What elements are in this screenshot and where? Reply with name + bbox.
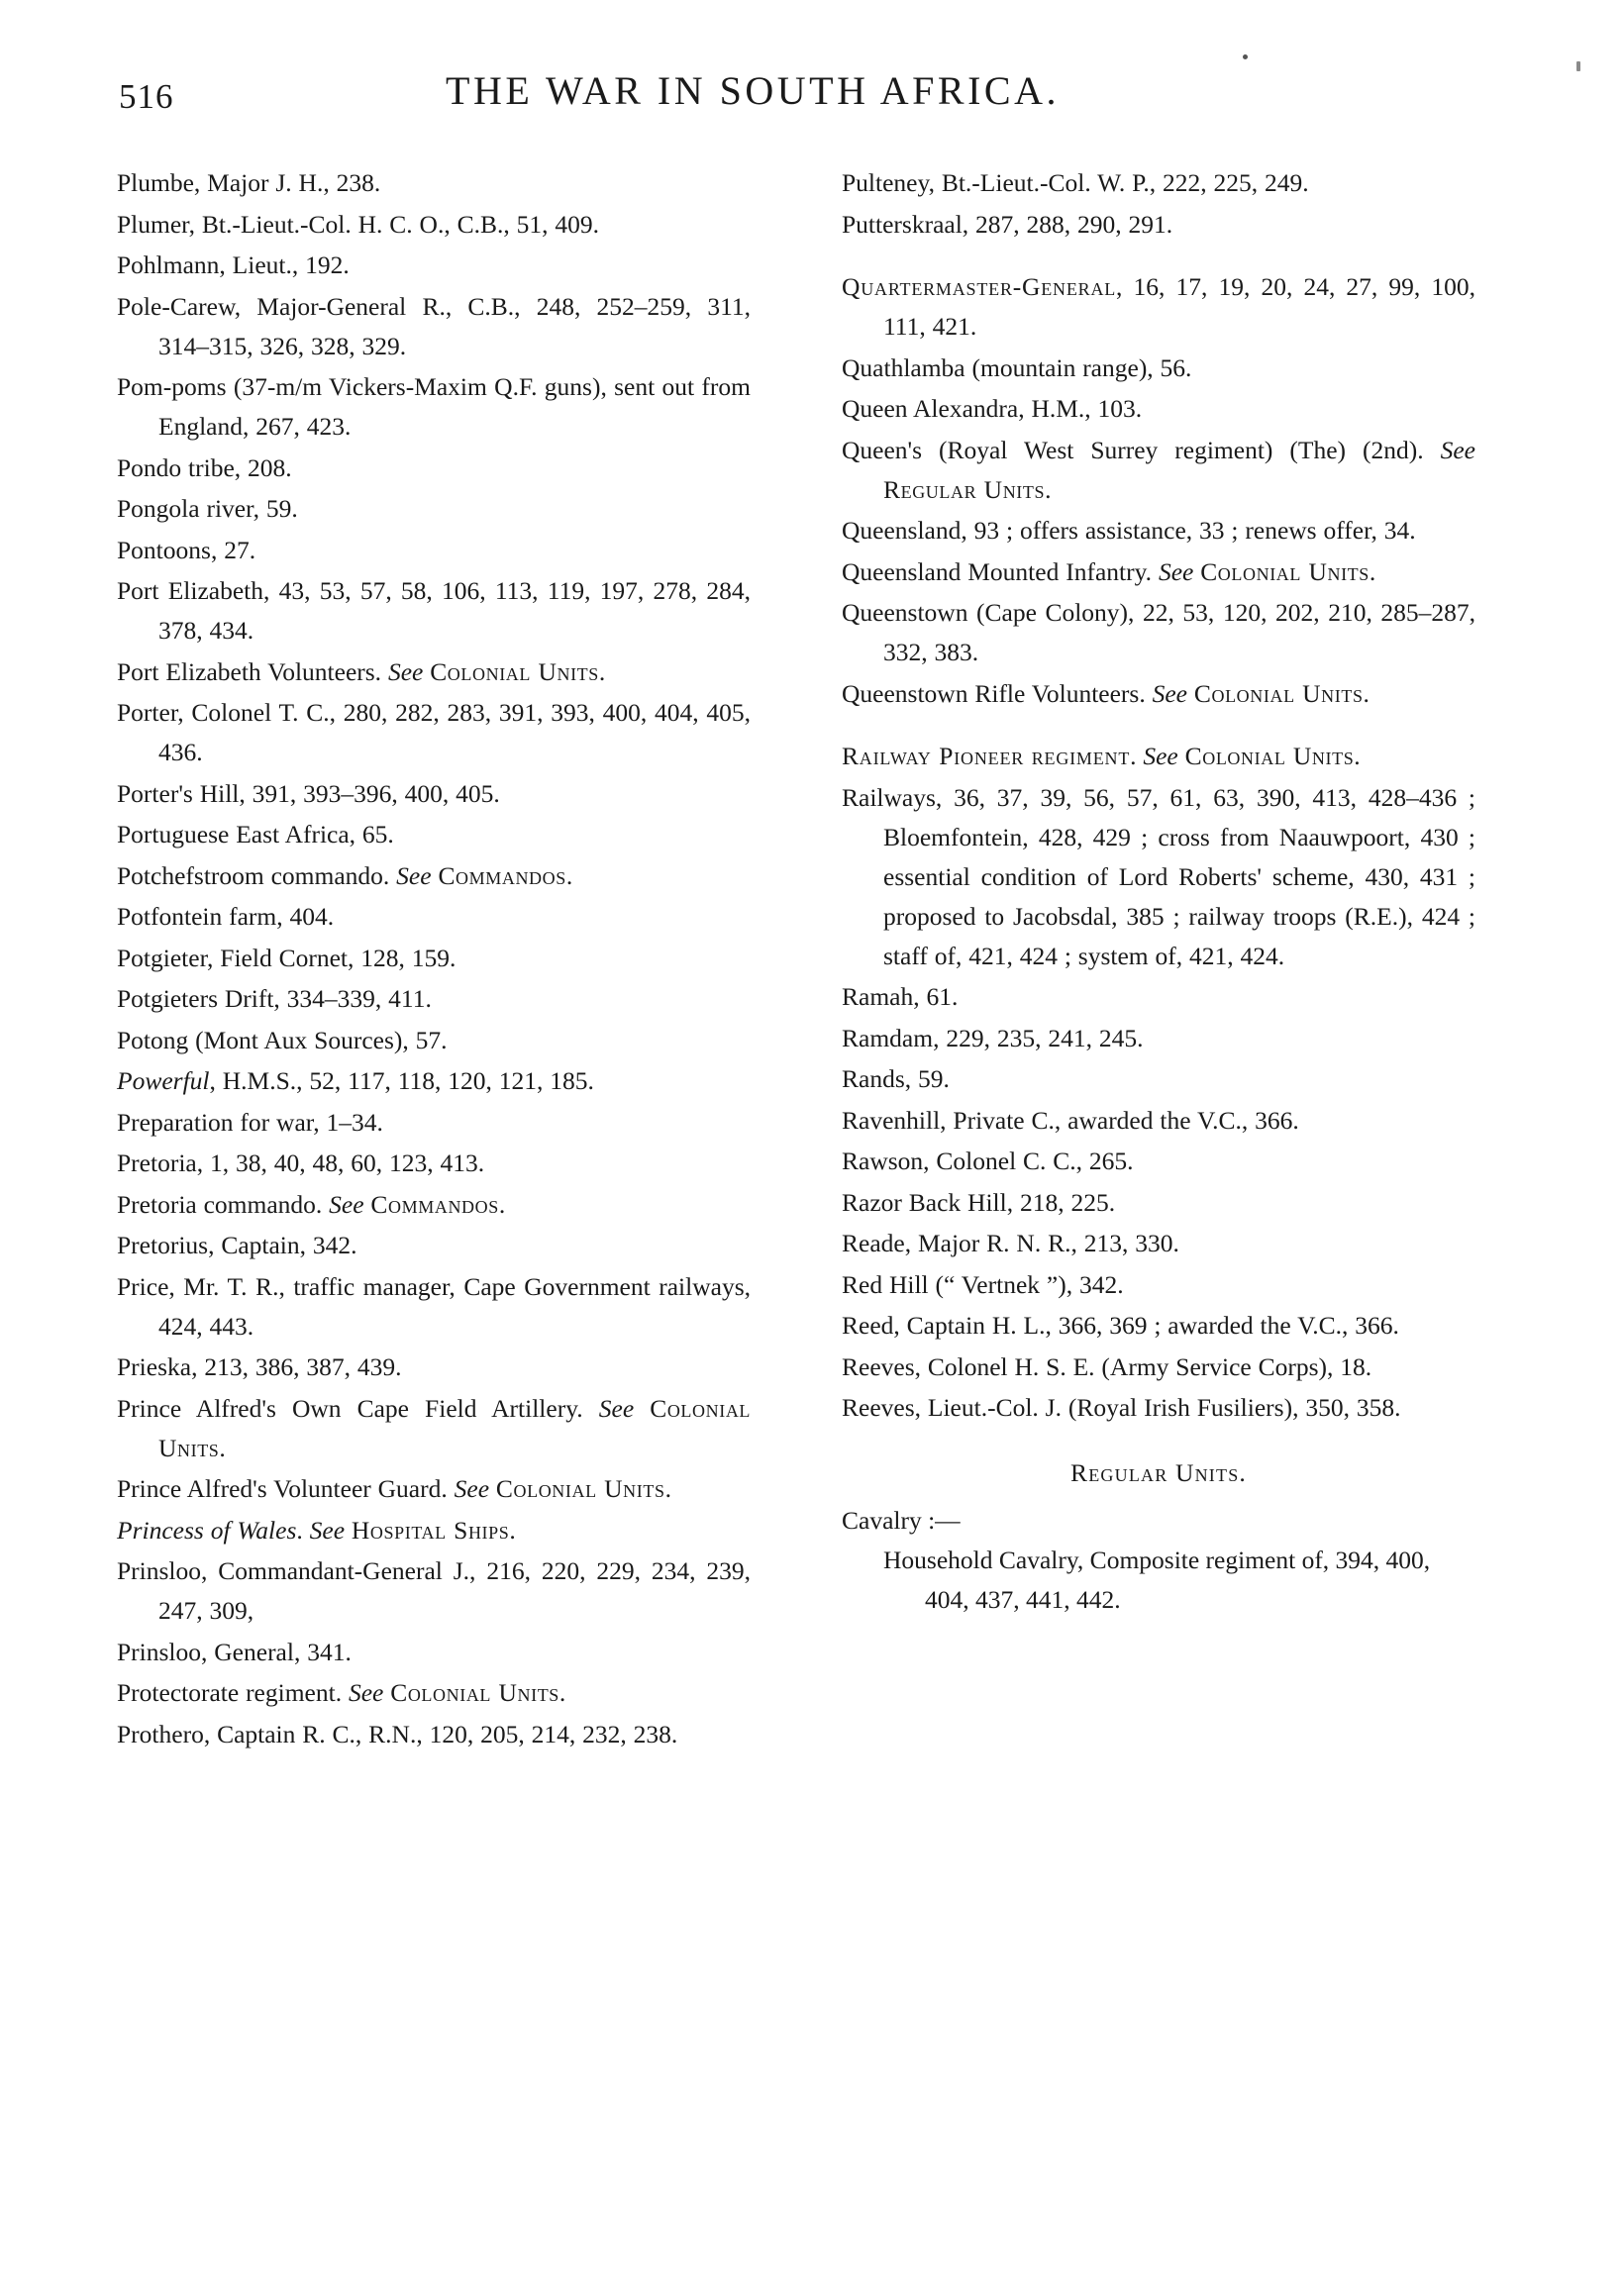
entry-see-italic: See [454,1474,496,1503]
print-mark-icon [1576,61,1580,71]
entry-text: Pontoons, 27. [117,535,256,564]
entry-text: Pretorius, Captain, 342. [117,1231,357,1259]
index-entry [117,897,751,937]
entry-text: Reed, Captain H. L., 366, 369 ; awarded the V.C., 366. [842,1311,1399,1340]
index-entry [842,389,1475,429]
index-entry [117,449,751,488]
entry-text: Pom-poms (37-m/m Vickers-Maxim Q.F. guns), sent out from England, 267, 423. [117,372,751,441]
entry-text: Price, Mr. T. R., traffic manager, Cape Government railways, 424, 443. [117,1271,751,1341]
index-subentry: Cavalry :— [842,1506,961,1535]
entry-crossref-smallcaps: Colonial Units. [430,656,606,686]
index-entry [842,163,1475,203]
index-entry [117,1144,751,1183]
index-column-left [117,163,751,1754]
index-entry [117,652,751,692]
index-entry [117,1633,751,1672]
entry-see-italic: See [309,1515,352,1545]
index-entry [117,1021,751,1060]
index-entry [117,571,751,650]
index-entry [117,1715,751,1754]
index-entry [842,1265,1475,1305]
entry-text: Pretoria commando. [117,1189,330,1219]
entry-see-italic: See [1158,556,1201,586]
entry-text: Prinsloo, General, 341. [117,1637,352,1666]
index-entry [842,778,1475,976]
entry-title-smallcaps: Quartermaster-General [842,272,1117,301]
entry-text: Ramah, 61. [842,982,959,1011]
entry-text: Porter, Colonel T. C., 280, 282, 283, 391, 393, 400, 404, 405, 436. [117,698,751,766]
entry-text: Razor Back Hill, 218, 225. [842,1187,1116,1217]
entry-text: Queen's (Royal West Surrey regiment) (The) (2nd). [842,435,1441,464]
entry-text: Ravenhill, Private C., awarded the V.C., 366. [842,1105,1299,1135]
entry-text: Queenstown Rifle Volunteers. [842,678,1153,708]
index-entry [117,979,751,1019]
entry-text: Rands, 59. [842,1064,950,1093]
column-gap [842,246,1475,267]
entry-crossref-smallcaps: Colonial Units. [158,1393,752,1462]
entry-text: Reade, Major R. N. R., 213, 330. [842,1229,1179,1257]
entry-text: Pondo tribe, 208. [117,452,292,482]
index-entry [117,1267,751,1347]
index-entry [842,205,1475,245]
entry-text: Reeves, Lieut.-Col. J. (Royal Irish Fusiliers), 350, 358. [842,1393,1401,1422]
index-entry [842,1388,1475,1428]
entry-text: Red Hill (“ Vertnek ”), 342. [842,1269,1124,1299]
page-number: 516 [119,77,174,116]
entry-text: Rawson, Colonel C. C., 265. [842,1147,1134,1175]
entry-text: Pohlmann, Lieut., 192. [117,250,350,279]
index-entry [117,287,751,366]
entry-crossref-smallcaps: Colonial Units. [495,1474,672,1503]
entry-text: , 16, 17, 19, 20, 24, 27, 99, 100, 111, 421. [883,272,1475,341]
entry-text: Potgieter, Field Cornet, 128, 159. [117,943,457,972]
page-header [119,67,1505,127]
entry-text: Reeves, Colonel H. S. E. (Army Service Corps), 18. [842,1351,1372,1381]
entry-text: Potfontein farm, 404. [117,902,335,931]
index-entry [842,1306,1475,1346]
index-entry [842,674,1475,714]
entry-text: Prothero, Captain R. C., R.N., 120, 205, 214, 232, 238. [117,1719,678,1748]
entry-title-italic: Princess of Wales [117,1515,297,1545]
entry-see-italic: See [1440,435,1475,464]
index-entry [842,1142,1475,1181]
entry-crossref-smallcaps: Colonial Units. [1200,556,1376,586]
index-entry [117,1551,751,1631]
index-entry [117,1185,751,1225]
entry-text: Ramdam, 229, 235, 241, 245. [842,1023,1144,1052]
entry-text: Potchefstroom commando. [117,860,397,890]
index-entry [117,856,751,896]
entry-text: Railways, 36, 37, 39, 56, 57, 61, 63, 390, 413, 428–436 ; Bloemfontein, 428, 429 ; cross from Naauwpoort, 430 ; essential condition of Lord Roberts' scheme, 430, 431 ; proposed to Jacobsdal, 385 ; railway troops (R.E.), 424 ; staff of, 421, 424 ; system of, 421, 424. [842,782,1475,970]
entry-text: Pretoria, 1, 38, 40, 48, 60, 123, 413. [117,1148,485,1177]
index-entry [842,1101,1475,1141]
index-entry [842,977,1475,1017]
entry-title-smallcaps: Railway Pioneer regiment [842,742,1131,770]
entry-crossref-smallcaps: Commandos. [438,860,573,890]
index-entry [117,163,751,203]
entry-text: Quathlamba (mountain range), 56. [842,352,1192,382]
index-entry [842,1183,1475,1223]
index-entry [117,1673,751,1713]
entry-text: Queensland Mounted Infantry. [842,556,1159,586]
index-column-right [842,163,1475,1754]
index-entry [117,246,751,285]
column-gap [842,715,1475,737]
index-entry [117,205,751,245]
index-entry [117,1226,751,1265]
entry-text: . [296,1515,310,1545]
index-entry [117,489,751,529]
index-entry [117,1469,751,1509]
entry-text: Putterskraal, 287, 288, 290, 291. [842,209,1173,239]
entry-text: Prince Alfred's Volunteer Guard. [117,1474,455,1503]
index-entry [842,349,1475,388]
entry-text: Queensland, 93 ; offers assistance, 33 ; renews offer, 34. [842,516,1416,545]
index-entry [842,267,1475,347]
entry-see-italic: See [387,656,431,686]
entry-crossref-smallcaps: Commandos. [370,1189,506,1219]
entry-title-italic: Powerful [117,1066,210,1095]
entry-see-italic: See [598,1393,651,1423]
running-title: THE WAR IN SOUTH AFRICA. [446,68,1060,113]
index-entry [842,1059,1475,1099]
entry-text: Prince Alfred's Own Cape Field Artillery. [117,1393,599,1423]
entry-see-italic: See [348,1678,391,1707]
entry-text: Prinsloo, Commandant-General J., 216, 220, 229, 234, 239, 247, 309, [117,1556,751,1625]
index-entry [117,939,751,978]
section-heading-regular-units: Regular Units. [1070,1458,1247,1487]
entry-text: Plumbe, Major J. H., 238. [117,168,381,197]
entry-text: Porter's Hill, 391, 393–396, 400, 405. [117,778,500,808]
entry-see-italic: See [329,1189,371,1219]
index-entry [117,1511,751,1550]
entry-text: . [1130,742,1144,770]
index-columns [117,163,1523,1754]
index-entry [842,1224,1475,1263]
entry-text: Pulteney, Bt.-Lieut.-Col. W. P., 222, 225, 249. [842,168,1309,197]
index-entry [117,531,751,570]
entry-crossref-smallcaps: Regular Units. [883,474,1053,504]
index-entry [842,552,1475,592]
index-entry [117,774,751,814]
entry-text: Pole-Carew, Major-General R., C.B., 248, 252–259, 311, 314–315, 326, 328, 329. [117,291,751,360]
index-entry [117,815,751,854]
print-speck-icon [1243,54,1248,59]
entry-see-italic: See [1152,678,1194,708]
entry-crossref-smallcaps: Colonial Units. [390,1678,566,1707]
entry-crossref-smallcaps: Colonial Units. [1184,742,1362,770]
index-entry [117,1103,751,1143]
entry-text: Port Elizabeth Volunteers. [117,656,388,686]
entry-text: Port Elizabeth, 43, 53, 57, 58, 106, 113, 119, 197, 278, 284, 378, 434. [117,576,751,645]
entry-crossref-smallcaps: Colonial Units. [1193,678,1370,708]
index-entry [842,593,1475,672]
entry-text: Prieska, 213, 386, 387, 439. [117,1352,402,1381]
index-entry [117,1348,751,1387]
entry-text: Potong (Mont Aux Sources), 57. [117,1025,448,1054]
index-subentry: Household Cavalry, Composite regiment of, 394, 400, 404, 437, 441, 442. [883,1546,1431,1614]
index-entry [842,1019,1475,1058]
entry-text: Preparation for war, 1–34. [117,1107,383,1137]
index-entry [117,1061,751,1101]
index-entry [842,737,1475,776]
index-entry [842,1348,1475,1387]
entry-text: Portuguese East Africa, 65. [117,820,394,849]
entry-text: , H.M.S., 52, 117, 118, 120, 121, 185. [209,1066,594,1095]
index-entry [117,1389,751,1468]
index-entry [842,511,1475,550]
entry-text: Pongola river, 59. [117,494,298,523]
entry-crossref-smallcaps: Hospital Ships. [351,1515,517,1545]
entry-text: Protectorate regiment. [117,1678,349,1707]
entry-see-italic: See [396,860,439,890]
index-entry [117,693,751,772]
index-entry [842,431,1475,510]
entry-text: Queenstown (Cape Colony), 22, 53, 120, 202, 210, 285–287, 332, 383. [842,598,1475,666]
entry-see-italic: See [1143,742,1185,770]
index-entry [117,367,751,447]
entry-text: Plumer, Bt.-Lieut.-Col. H. C. O., C.B., 51, 409. [117,209,599,239]
entry-text: Potgieters Drift, 334–339, 411. [117,984,432,1013]
entry-text: Queen Alexandra, H.M., 103. [842,394,1143,423]
